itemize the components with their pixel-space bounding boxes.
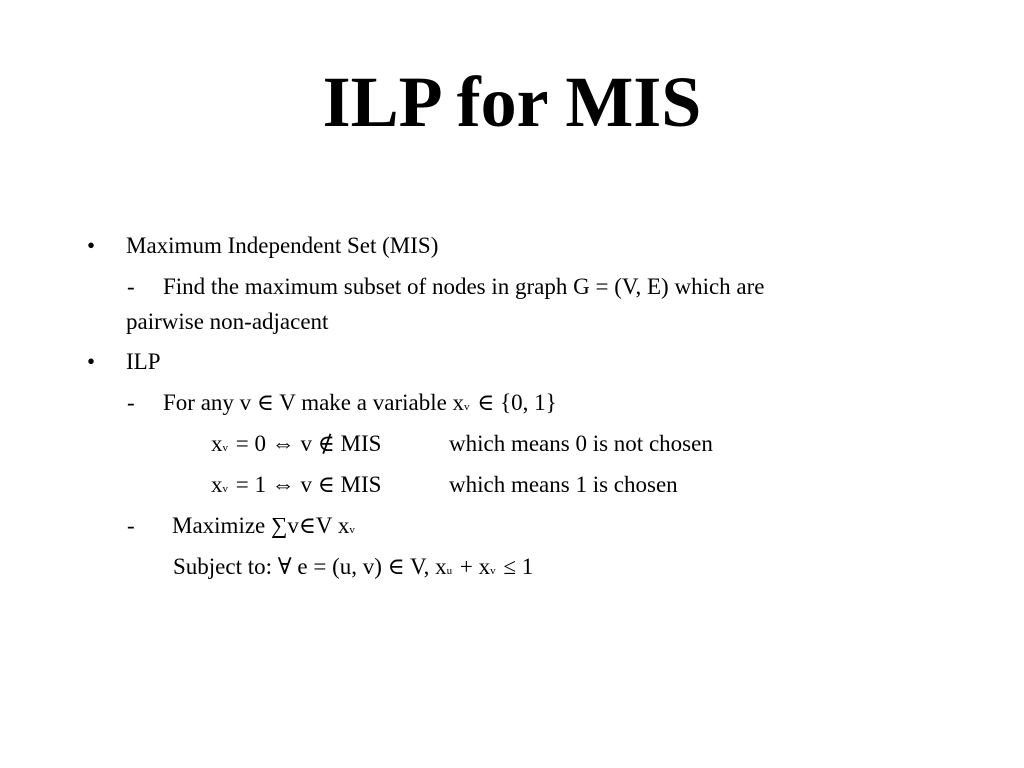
bullet-icon: • — [87, 349, 96, 374]
variable-definition — [163, 388, 557, 422]
subscript-u: u — [446, 565, 453, 577]
mis-definition-line-2: pairwise non-adjacent — [126, 309, 329, 334]
constraint-line — [173, 552, 533, 586]
variable-x: x — [211, 431, 223, 456]
subscript-v: v — [222, 483, 228, 495]
objective-function — [172, 511, 357, 545]
variable-x: x — [211, 472, 223, 497]
constraint-lead: Subject to: ∀ e = (u, v) ∈ V, x — [173, 554, 447, 579]
bullet-ilp-text: ILP — [126, 349, 161, 374]
equivalence-zero — [211, 429, 381, 463]
objective-lead: Maximize ∑v∈V x — [172, 513, 350, 538]
equivalence-relation: = 1 ⇔ v ∈ MIS — [230, 472, 382, 497]
equivalence-one — [211, 470, 381, 504]
variable-definition-tail: ∈ {0, 1} — [471, 390, 557, 415]
slide-title: ILP for MIS — [322, 62, 702, 142]
constraint-mid: + x — [454, 554, 491, 579]
equivalence-zero-note: which means 0 is not chosen — [449, 431, 713, 456]
subscript-v: v — [490, 565, 496, 577]
bullet-icon: • — [87, 233, 96, 258]
constraint-tail: ≤ 1 — [497, 554, 534, 579]
mis-definition-line-1: Find the maximum subset of nodes in graph G = (V, E) which are — [163, 274, 765, 299]
subscript-v: v — [464, 401, 470, 413]
bullet-mis-text: Maximum Independent Set (MIS) — [126, 233, 439, 258]
equivalence-one-note: which means 1 is chosen — [449, 472, 678, 497]
subscript-v: v — [222, 442, 228, 454]
equivalence-relation: = 0 ⇔ v ∉ MIS — [230, 431, 382, 456]
dash-marker: - — [127, 513, 135, 538]
variable-definition-lead: For any v ∈ V make a variable x — [163, 390, 465, 415]
dash-marker: - — [127, 390, 135, 415]
dash-marker: - — [127, 274, 135, 299]
subscript-v: v — [349, 524, 355, 536]
